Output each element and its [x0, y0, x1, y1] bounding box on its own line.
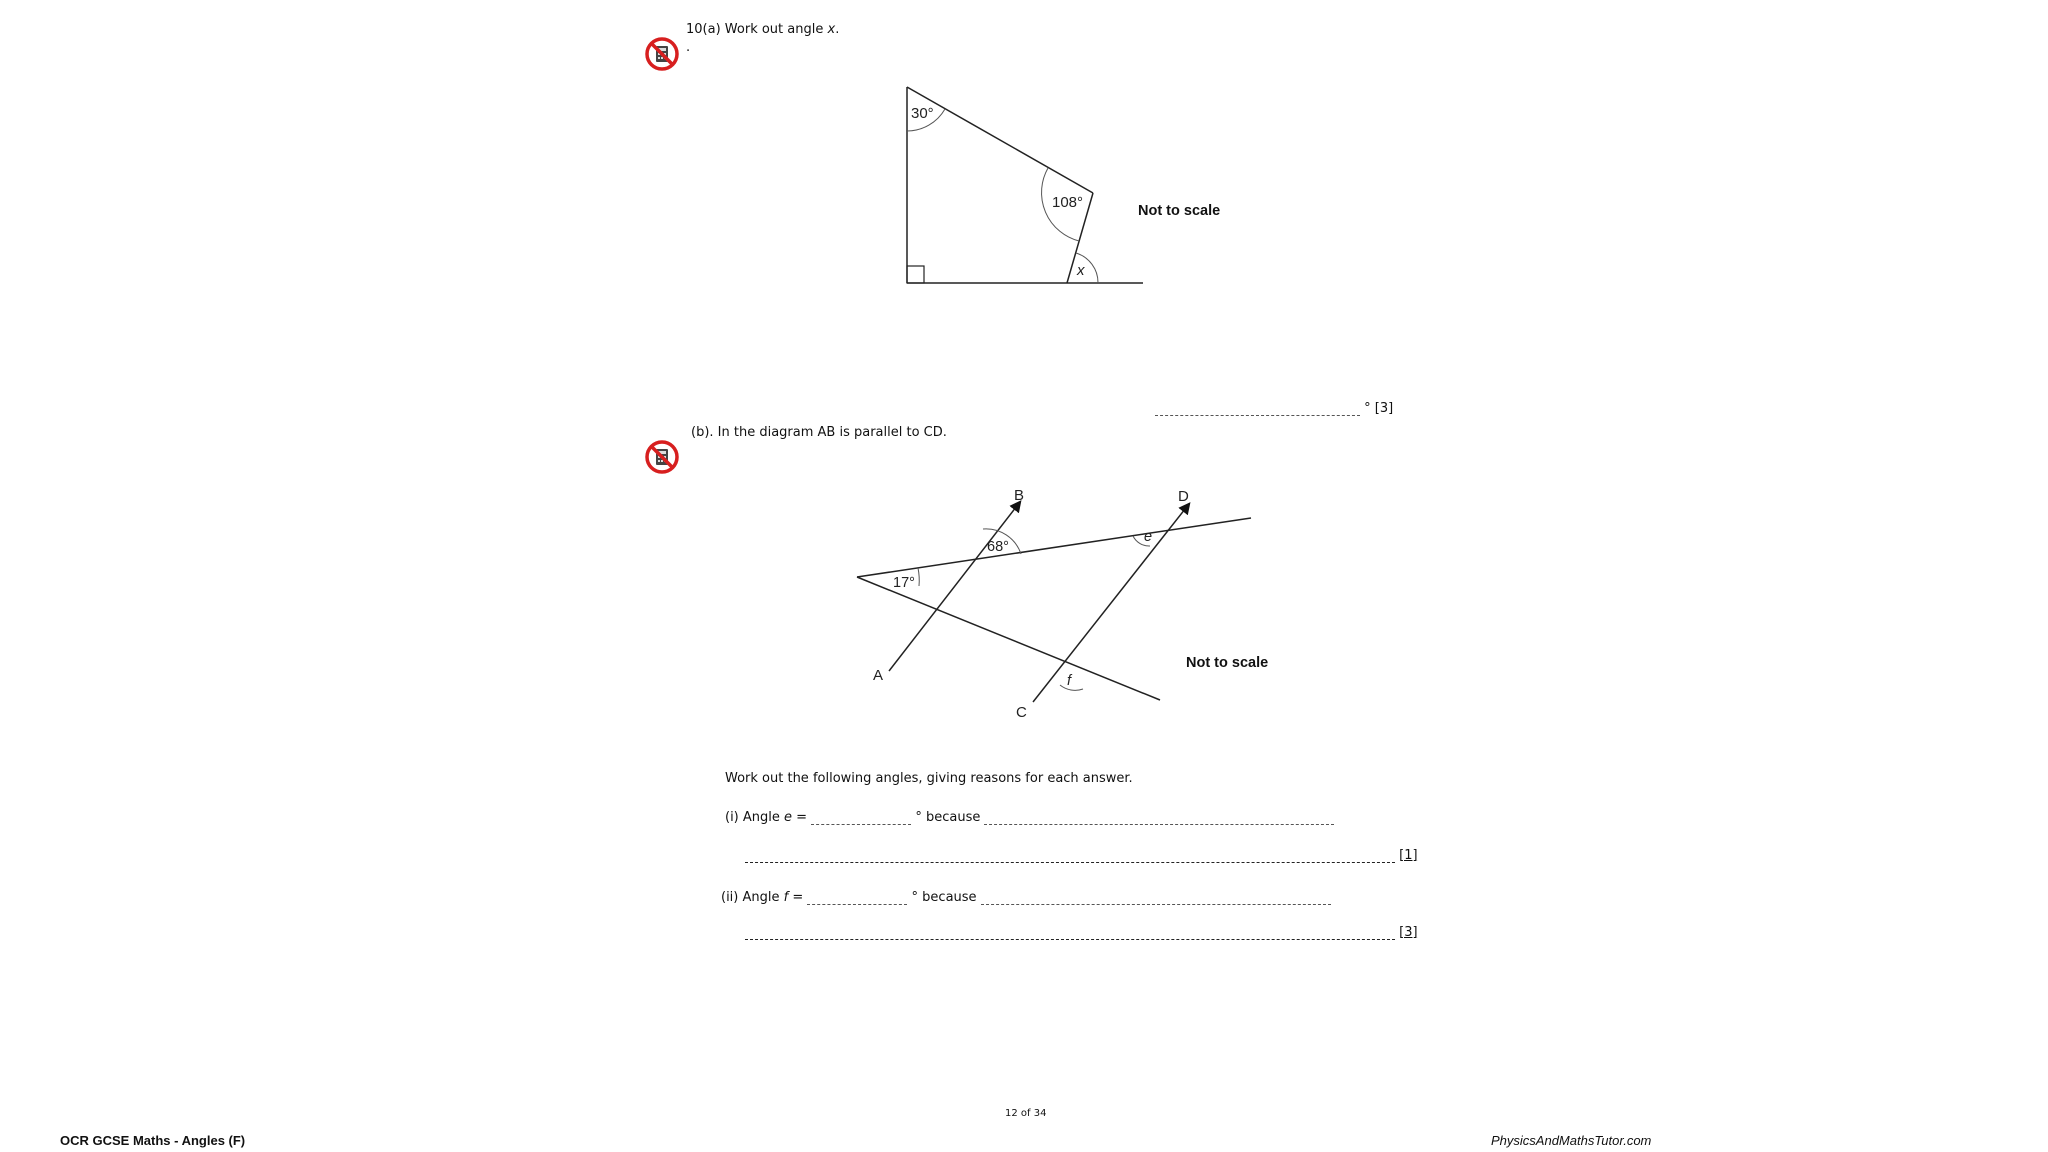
reason-blank-e-2[interactable]: [745, 861, 1395, 863]
reason-blank-e[interactable]: [984, 823, 1334, 825]
question-10b-prompt: (b). In the diagram AB is parallel to CD.: [691, 425, 947, 440]
angle-e-label: e: [1144, 529, 1153, 545]
angle-30-label: 30°: [911, 105, 934, 122]
angle-68-label: 68°: [987, 539, 1009, 555]
footer-site: PhysicsAndMathsTutor.com: [1491, 1133, 1652, 1148]
no-calculator-icon: [645, 440, 679, 474]
reason-blank-f-2[interactable]: [745, 938, 1395, 940]
point-c-label: C: [1016, 704, 1027, 721]
point-a-label: A: [873, 667, 884, 684]
marks-ii: [3]: [1399, 925, 1418, 940]
angle-f-label: f: [1067, 673, 1072, 689]
lower-transversal: [857, 577, 1160, 700]
question-10a-prompt: 10(a) Work out angle x.: [686, 22, 840, 37]
no-calculator-icon: [645, 37, 679, 71]
reason-blank-f[interactable]: [981, 903, 1331, 905]
footer-title: OCR GCSE Maths - Angles (F): [60, 1133, 246, 1148]
answer-blank-f[interactable]: [807, 903, 907, 905]
marks-i: [1]: [1399, 848, 1418, 863]
line-cd: [1033, 504, 1189, 702]
not-to-scale-label-b: Not to scale: [1186, 655, 1269, 671]
angle-17-label: 17°: [893, 575, 915, 591]
reason-line-i: [745, 848, 1418, 863]
instruction-text: Work out the following angles, giving reasons for each answer.: [725, 771, 1133, 786]
answer-blank-a[interactable]: [1155, 414, 1360, 416]
point-b-label: B: [1014, 487, 1025, 504]
answer-row-ii: (ii) Angle f = ° because: [721, 890, 1331, 905]
answer-blank-e[interactable]: [811, 823, 911, 825]
marks-a: [3]: [1374, 401, 1394, 416]
question-number: 10(a): [686, 22, 721, 37]
not-to-scale-label-a: Not to scale: [1138, 203, 1221, 219]
angle-x-label: x: [1077, 262, 1085, 279]
angle-108-label: 108°: [1052, 194, 1084, 211]
upper-transversal: [857, 518, 1251, 577]
page-number: 12 of 34: [1005, 1108, 1047, 1119]
reason-line-ii: [745, 925, 1418, 940]
parallel-lines-diagram: [840, 480, 1280, 730]
stray-dot: .: [686, 40, 691, 55]
quadrilateral-shape: [907, 87, 1143, 283]
answer-line-a[interactable]: ° [3]: [1155, 401, 1393, 416]
point-d-label: D: [1178, 488, 1189, 505]
answer-row-i: (i) Angle e = ° because: [725, 810, 1334, 825]
quadrilateral-diagram: [880, 75, 1280, 295]
